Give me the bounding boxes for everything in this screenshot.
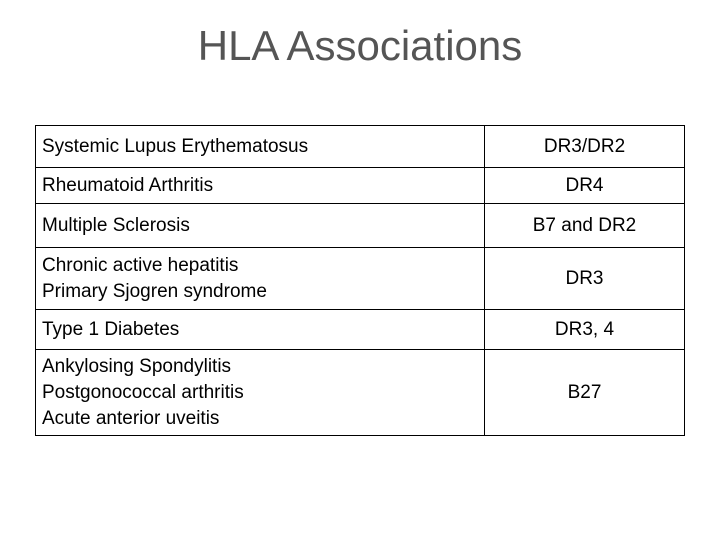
disease-name: Postgonococcal arthritis	[42, 381, 244, 403]
disease-name: Rheumatoid Arthritis	[42, 174, 214, 196]
disease-name: Chronic active hepatitis	[42, 254, 239, 276]
table-row	[36, 248, 685, 310]
disease-cell	[36, 126, 485, 168]
disease-name: Multiple Sclerosis	[42, 214, 190, 236]
disease-name: Ankylosing Spondylitis	[42, 355, 232, 377]
disease-cell	[36, 310, 485, 350]
disease-name: Systemic Lupus Erythematosus	[42, 135, 309, 157]
disease-name: Type 1 Diabetes	[42, 318, 180, 340]
hla-allele-cell: DR4	[485, 168, 685, 204]
table-row	[36, 310, 685, 350]
page-title: HLA Associations	[197, 22, 523, 69]
disease-cell	[36, 204, 485, 248]
table-row	[36, 350, 685, 436]
table-row	[36, 168, 685, 204]
hla-allele-cell: B7 and DR2	[485, 204, 685, 248]
disease-cell	[36, 248, 485, 310]
hla-allele-cell: B27	[485, 350, 685, 436]
table-row	[36, 126, 685, 168]
disease-cell	[36, 168, 485, 204]
table-row	[36, 204, 685, 248]
hla-allele-cell: DR3	[485, 248, 685, 310]
disease-name: Primary Sjogren syndrome	[42, 280, 267, 302]
hla-association-table	[35, 125, 685, 436]
disease-name: Acute anterior uveitis	[42, 407, 220, 429]
hla-allele-cell: DR3/DR2	[485, 126, 685, 168]
disease-cell	[36, 350, 485, 436]
hla-allele-cell: DR3, 4	[485, 310, 685, 350]
